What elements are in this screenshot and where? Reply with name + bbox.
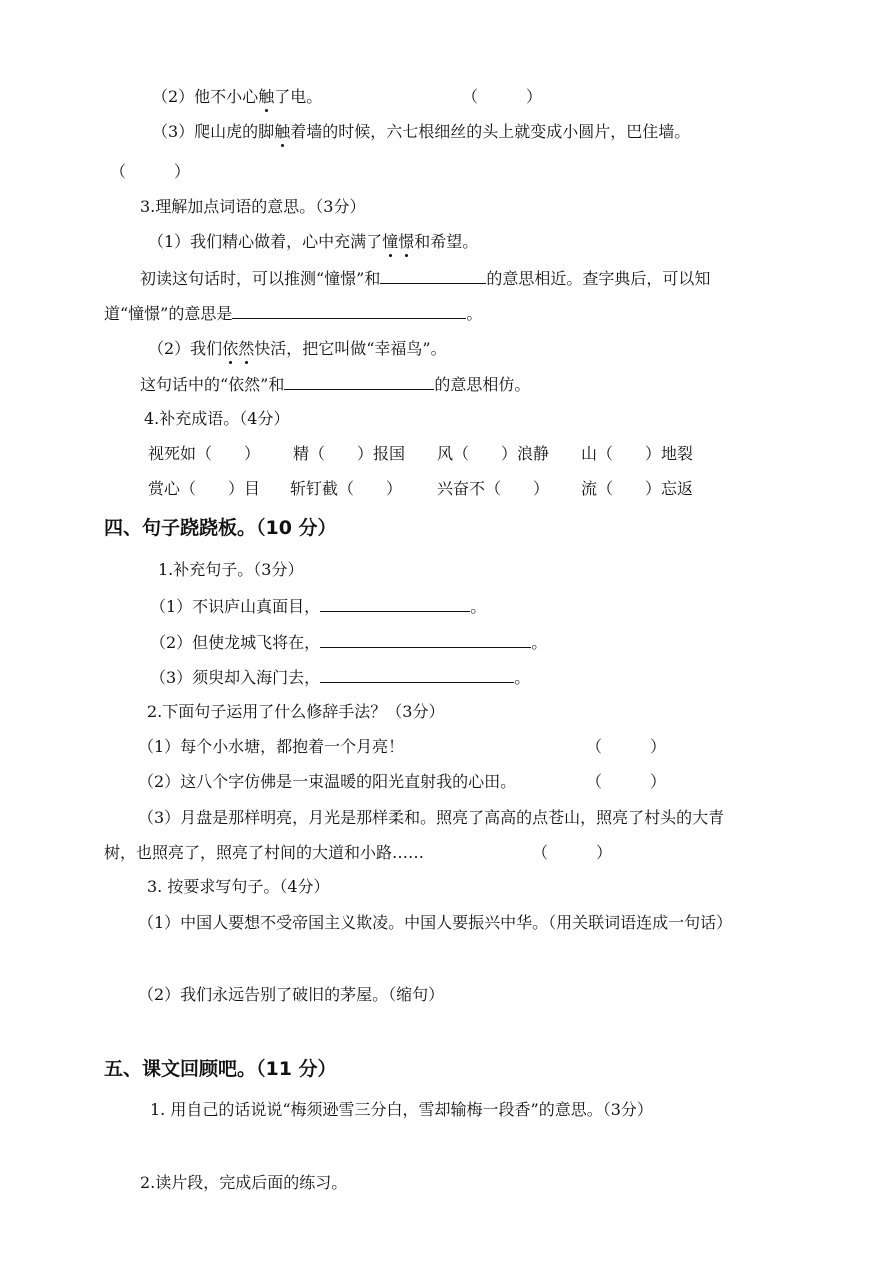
q2-item3-answer-paren[interactable]: （ ）: [110, 162, 191, 181]
q2-item2-text: （2）他不小心触了电。: [152, 87, 323, 106]
s4-q1-item2: [150, 632, 547, 653]
s4-q3-item1: （1）中国人要想不受帝国主义欺凌。中国人要振兴中华。（用关联词语连成一句话）: [138, 913, 733, 932]
idiom[interactable]: 流（ ）忘返: [581, 479, 694, 498]
q3-item1-b1: 道“憧憬”的意思是: [104, 304, 233, 323]
s4-q2-title: 2.下面句子运用了什么修辞手法？（3分）: [147, 702, 445, 721]
q3-item1-line-b: [104, 303, 482, 324]
s5-q1: 1. 用自己的话说说“梅须逊雪三分白，雪却输梅一段香”的意思。（3分）: [150, 1100, 653, 1119]
q3-item1-a2: 的意思相近。查字典后，可以知: [486, 269, 711, 288]
answer-blank[interactable]: [284, 374, 434, 390]
s4-q1-item3: [150, 667, 530, 688]
s4-q2-item3b: 树，也照亮了，照亮了村间的大道和小路……: [104, 843, 425, 862]
idiom[interactable]: 斩钉截（ ）: [290, 479, 403, 498]
q3-item1: （1）我们精心做着，心中充满了憧憬和希望。: [148, 232, 479, 251]
answer-paren[interactable]: （ ）: [586, 772, 667, 791]
q3-item2-a2: 的意思相仿。: [434, 375, 531, 394]
q3-item2-a1: 这句话中的“依然”和: [140, 375, 285, 394]
s4-q3-title: 3. 按要求写句子。（4分）: [147, 877, 330, 896]
idiom[interactable]: 精（ ）报国: [293, 444, 406, 463]
period: 。: [531, 633, 548, 652]
idiom[interactable]: 山（ ）地裂: [581, 444, 694, 463]
answer-blank[interactable]: [320, 667, 514, 683]
q4-title: 4.补充成语。（4分）: [144, 409, 290, 428]
s5-q2: 2.读片段，完成后面的练习。: [140, 1173, 348, 1192]
prompt: （1）不识庐山真面目，: [150, 597, 321, 616]
s4-q1-item1: [150, 596, 486, 617]
q3-item1-line-a: [140, 268, 710, 289]
section-heading: 四、句子跷跷板。（10 分）: [104, 517, 337, 539]
q3-item1-b2: 。: [466, 304, 483, 323]
prompt: （2）但使龙城飞将在，: [150, 633, 321, 652]
q2-item2-answer-paren[interactable]: （ ）: [462, 87, 543, 106]
s4-q1-title: 1.补充句子。（3分）: [158, 560, 304, 579]
prompt: （3）须臾却入海门去，: [150, 668, 321, 687]
q3-item2-line: [140, 374, 530, 395]
s4-q2-item1: （1）每个小水塘，都抱着一个月亮！: [138, 737, 405, 756]
section-heading: 五、课文回顾吧。（11 分）: [104, 1058, 337, 1080]
answer-blank[interactable]: [380, 268, 486, 284]
q3-title: 3.理解加点词语的意思。（3分）: [140, 197, 366, 216]
period: 。: [470, 597, 487, 616]
idiom[interactable]: 赏心（ ）目: [148, 479, 261, 498]
answer-blank[interactable]: [320, 596, 470, 612]
s4-q2-item3a: （3）月盘是那样明亮，月光是那样柔和。照亮了高高的点苍山，照亮了村头的大青: [138, 808, 725, 827]
answer-blank[interactable]: [232, 303, 466, 319]
idiom[interactable]: 兴奋不（ ）: [437, 479, 550, 498]
answer-blank[interactable]: [320, 632, 531, 648]
answer-paren[interactable]: （ ）: [586, 737, 667, 756]
s4-q3-item2: （2）我们永远告别了破旧的茅屋。（缩句）: [138, 985, 445, 1004]
answer-paren[interactable]: （ ）: [532, 843, 613, 862]
period: 。: [514, 668, 531, 687]
q3-item1-a1: 初读这句话时，可以推测“憧憬”和: [140, 269, 381, 288]
idiom[interactable]: 视死如（ ）: [148, 444, 261, 463]
s4-q2-item2: （2）这八个字仿佛是一束温暖的阳光直射我的心田。: [138, 772, 517, 791]
q3-item2: （2）我们依然快活，把它叫做“幸福鸟”。: [148, 339, 447, 358]
q2-item2: [152, 87, 322, 107]
q2-item3: （3）爬山虎的脚触着墙的时候，六七根细丝的头上就变成小圆片，巴住墙。: [152, 122, 691, 141]
idiom[interactable]: 风（ ）浪静: [437, 444, 550, 463]
